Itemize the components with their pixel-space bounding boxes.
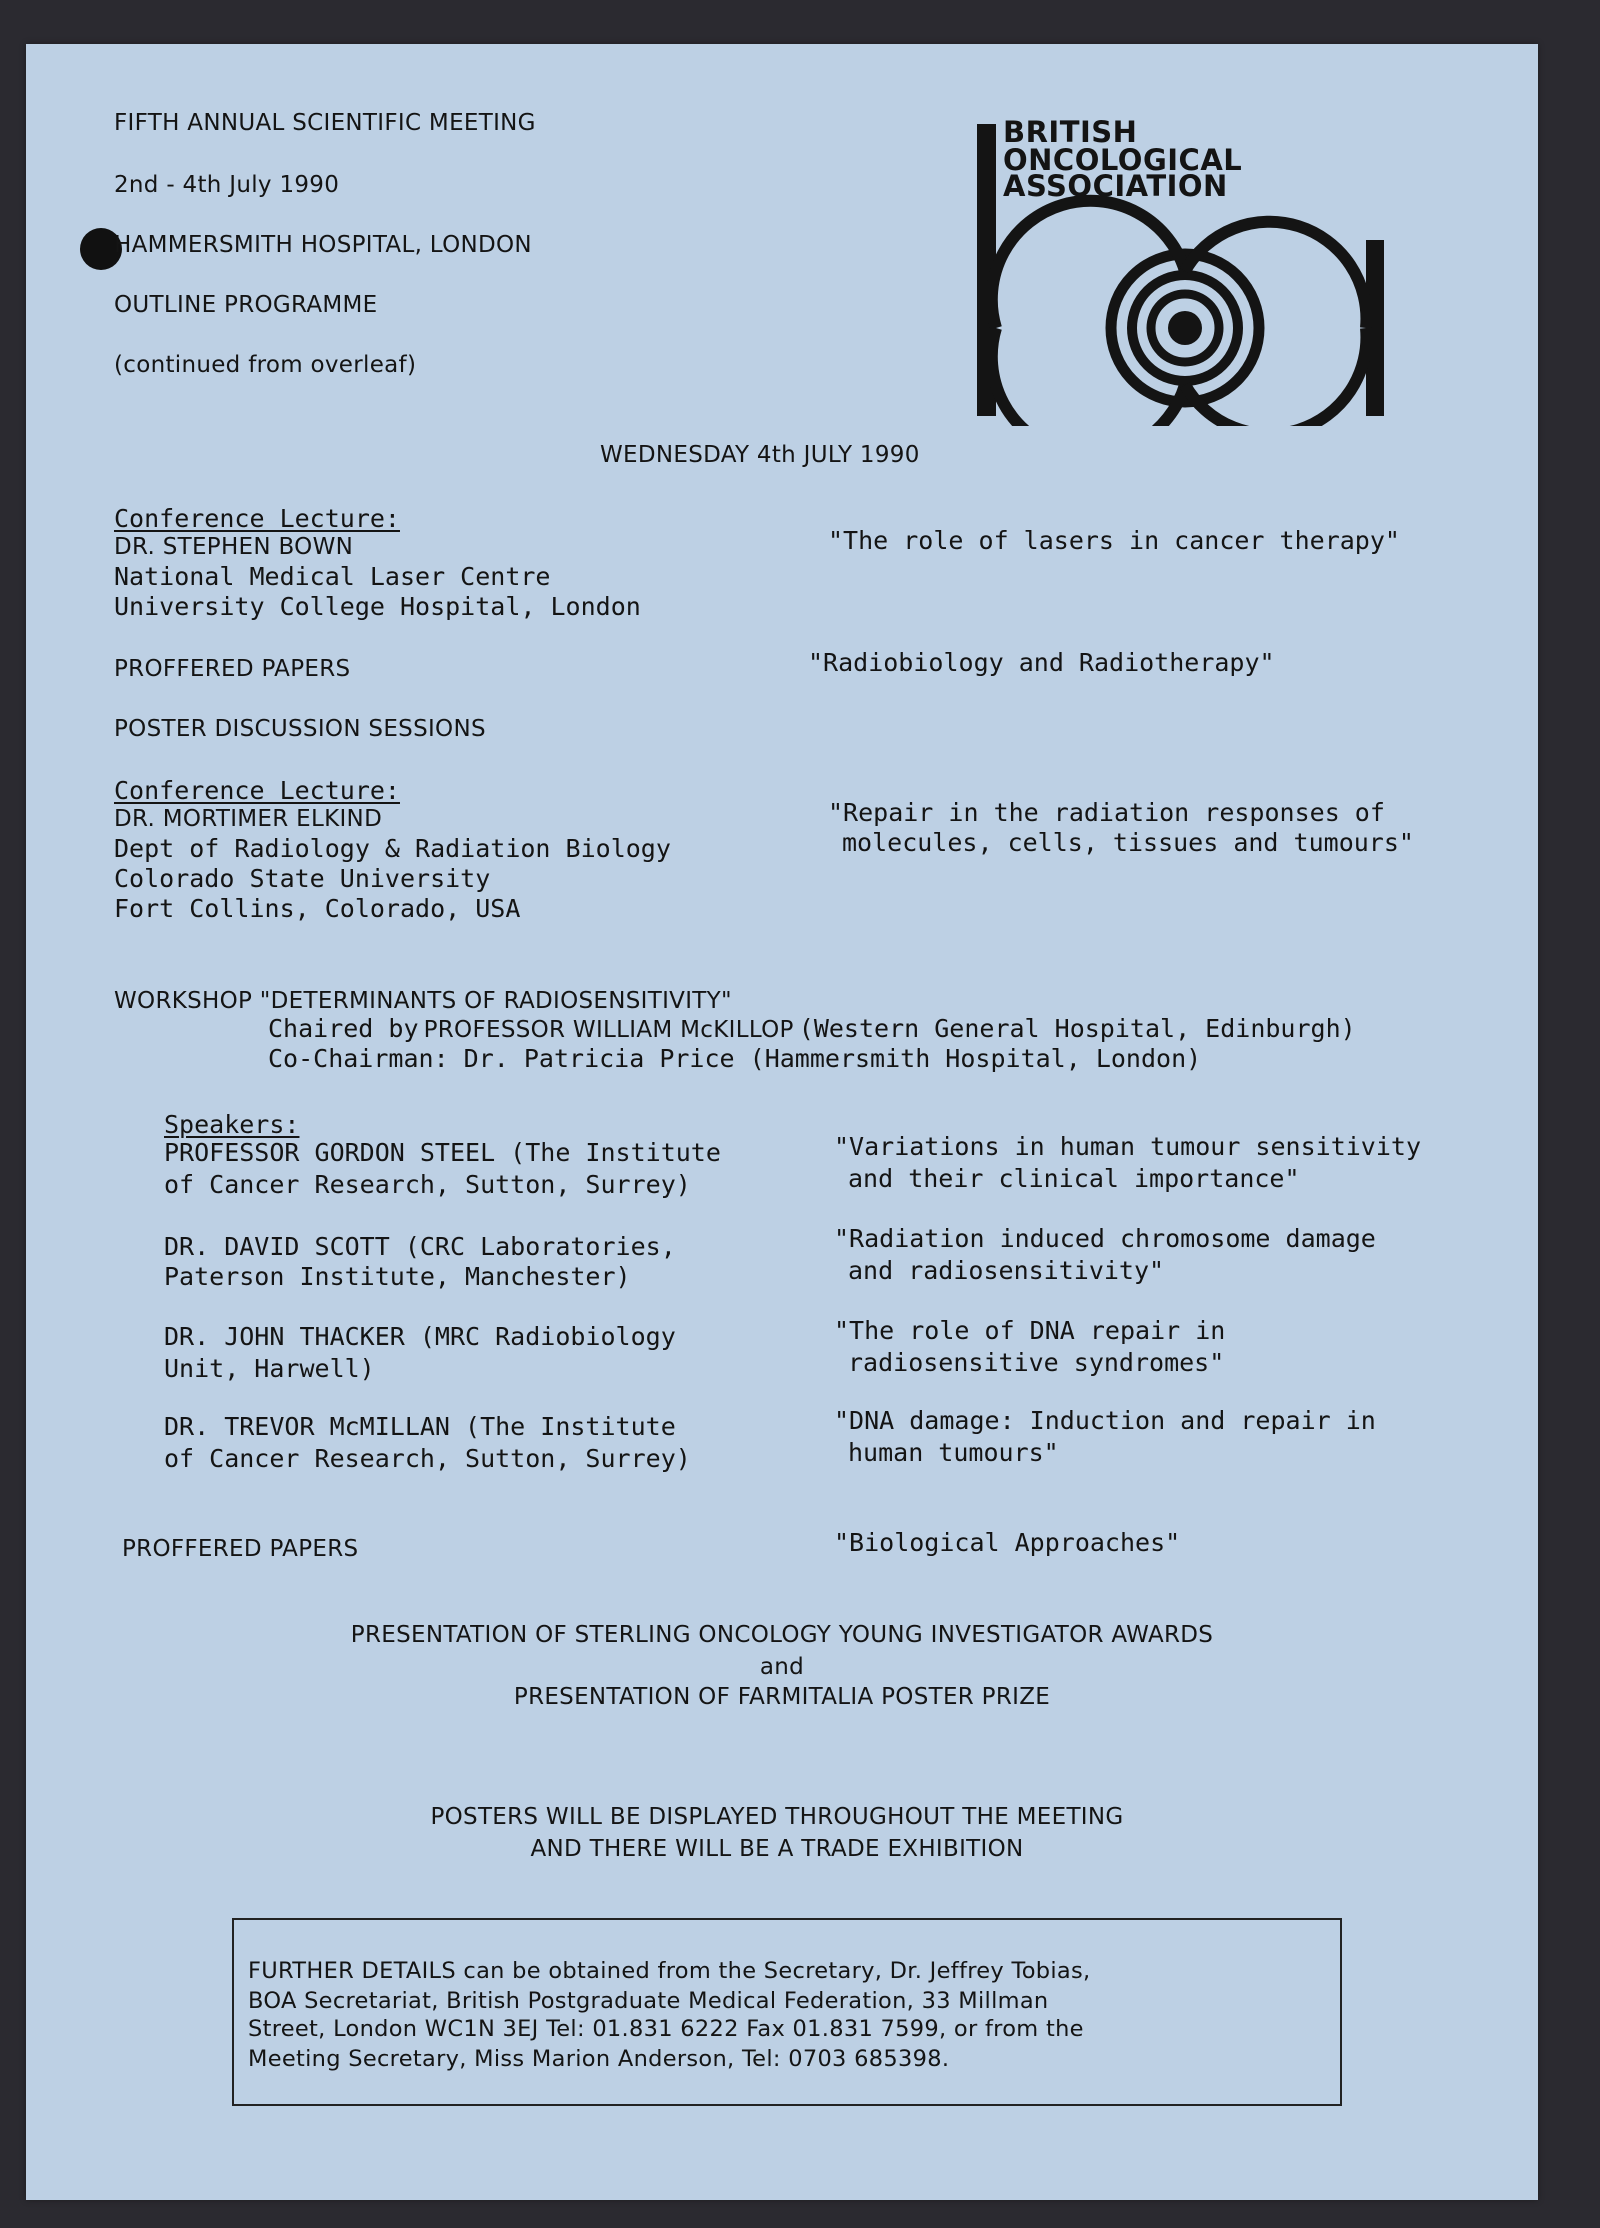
speaker-1-title-2: and their clinical importance" xyxy=(848,1164,1300,1193)
papers1-title: "Radiobiology and Radiotherapy" xyxy=(808,648,1275,677)
lecture1-label: Conference Lecture: xyxy=(114,504,400,533)
logo-line-oncological: ONCOLOGICAL xyxy=(1003,143,1243,177)
lecture2-affiliation-1: Dept of Radiology & Radiation Biology xyxy=(114,834,671,863)
details-line-4: Meeting Secretary, Miss Marion Anderson, Tel: 0703 685398. xyxy=(248,2046,950,2072)
lecture1-title: "The role of lasers in cancer therapy" xyxy=(828,526,1400,555)
papers2-label: PROFFERED PAPERS xyxy=(122,1536,359,1562)
speaker-2-line-2: Paterson Institute, Manchester) xyxy=(164,1262,631,1291)
speaker-2-title-1: "Radiation induced chromosome damage xyxy=(834,1224,1376,1253)
day-heading: WEDNESDAY 4th JULY 1990 xyxy=(600,442,920,468)
lecture2-title-1: "Repair in the radiation responses of xyxy=(828,798,1385,827)
speaker-2-line-1: DR. DAVID SCOTT (CRC Laboratories, xyxy=(164,1232,676,1261)
speaker-3-title-1: "The role of DNA repair in xyxy=(834,1316,1226,1345)
speaker-3-title-2: radiosensitive syndromes" xyxy=(848,1348,1225,1377)
meeting-dates: 2nd - 4th July 1990 xyxy=(114,172,340,198)
details-line-2: BOA Secretariat, British Postgraduate Medical Federation, 33 Millman xyxy=(248,1988,1049,2014)
logo-line-british: BRITISH xyxy=(1003,115,1138,149)
speaker-1-line-1: PROFESSOR GORDON STEEL (The Institute xyxy=(164,1138,721,1167)
speaker-4-title-2: human tumours" xyxy=(848,1438,1059,1467)
workshop-chair-name: PROFESSOR WILLIAM McKILLOP xyxy=(423,1017,794,1043)
speaker-4-line-1: DR. TREVOR McMILLAN (The Institute xyxy=(164,1412,676,1441)
workshop-chair-prefix: Chaired by xyxy=(268,1014,419,1043)
lecture2-label: Conference Lecture: xyxy=(114,776,400,805)
speaker-3-line-1: DR. JOHN THACKER (MRC Radiobiology xyxy=(164,1322,676,1351)
speakers-label: Speakers: xyxy=(164,1110,300,1139)
lecture1-speaker: DR. STEPHEN BOWN xyxy=(114,534,354,560)
workshop-title: WORKSHOP "DETERMINANTS OF RADIOSENSITIVITY" xyxy=(114,988,732,1014)
lecture1-affiliation-2: University College Hospital, London xyxy=(114,592,641,621)
lecture2-speaker: DR. MORTIMER ELKIND xyxy=(114,806,383,832)
lecture2-title-2: molecules, cells, tissues and tumours" xyxy=(842,828,1414,857)
meeting-title: FIFTH ANNUAL SCIENTIFIC MEETING xyxy=(114,110,536,136)
papers2-title: "Biological Approaches" xyxy=(834,1528,1181,1557)
speaker-4-line-2: of Cancer Research, Sutton, Surrey) xyxy=(164,1444,691,1473)
lecture2-affiliation-3: Fort Collins, Colorado, USA xyxy=(114,894,521,923)
lecture2-affiliation-2: Colorado State University xyxy=(114,864,491,893)
logo-line-association: ASSOCIATION xyxy=(1003,169,1228,203)
workshop-chair xyxy=(268,1016,1356,1042)
speaker-2-title-2: and radiosensitivity" xyxy=(848,1256,1165,1285)
meeting-venue: HAMMERSMITH HOSPITAL, LONDON xyxy=(114,232,532,258)
speaker-1-line-2: of Cancer Research, Sutton, Surrey) xyxy=(164,1170,691,1199)
lecture1-affiliation-1: National Medical Laser Centre xyxy=(114,562,551,591)
speaker-1-title-1: "Variations in human tumour sensitivity xyxy=(834,1132,1421,1161)
posters-line-2: AND THERE WILL BE A TRADE EXHIBITION xyxy=(530,1836,1024,1862)
speaker-3-line-2: Unit, Harwell) xyxy=(164,1354,375,1383)
posters-line-1: POSTERS WILL BE DISPLAYED THROUGHOUT THE MEETING xyxy=(430,1804,1124,1830)
details-line-3: Street, London WC1N 3EJ Tel: 01.831 6222 Fax 01.831 7599, or from the xyxy=(248,2016,1084,2042)
continued-note: (continued from overleaf) xyxy=(114,352,417,378)
awards-line-3: PRESENTATION OF FARMITALIA POSTER PRIZE xyxy=(513,1684,1051,1710)
programme-title: OUTLINE PROGRAMME xyxy=(114,292,378,318)
details-line-1: FURTHER DETAILS can be obtained from the Secretary, Dr. Jeffrey Tobias, xyxy=(248,1958,1091,1984)
poster-sessions: POSTER DISCUSSION SESSIONS xyxy=(114,716,486,742)
workshop-chair-affiliation: (Western General Hospital, Edinburgh) xyxy=(798,1014,1356,1043)
awards-line-2: and xyxy=(759,1654,805,1680)
workshop-cochair: Co-Chairman: Dr. Patricia Price (Hammersmith Hospital, London) xyxy=(268,1044,1202,1073)
awards-line-1: PRESENTATION OF STERLING ONCOLOGY YOUNG INVESTIGATOR AWARDS xyxy=(350,1622,1214,1648)
papers1-label: PROFFERED PAPERS xyxy=(114,656,351,682)
speaker-4-title-1: "DNA damage: Induction and repair in xyxy=(834,1406,1376,1435)
